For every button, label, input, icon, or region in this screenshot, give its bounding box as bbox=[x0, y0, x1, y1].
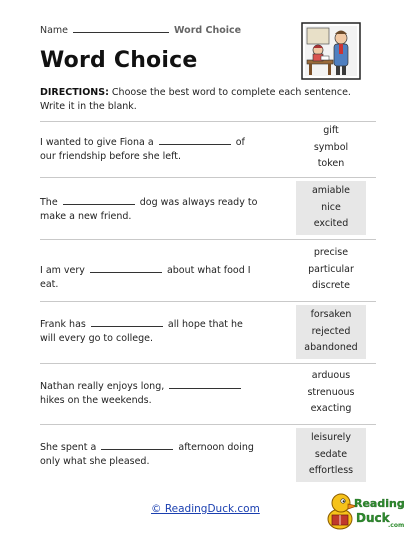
choice-item: rejected bbox=[311, 325, 351, 337]
directions-text: Choose the best word to complete each sentence. Write it in the blank. bbox=[40, 87, 351, 112]
question-6-sentence bbox=[40, 441, 260, 469]
question-6-choices bbox=[296, 428, 366, 482]
choice-item: amiable bbox=[311, 185, 351, 196]
choice-item: token bbox=[317, 158, 345, 169]
page-title: Word Choice bbox=[40, 48, 198, 73]
divider bbox=[40, 424, 376, 425]
choice-item: excited bbox=[313, 218, 349, 229]
question-5-sentence bbox=[40, 380, 260, 408]
question-4-after: all hope that he will every go to college. bbox=[40, 319, 243, 344]
directions bbox=[40, 86, 360, 114]
question-3-sentence bbox=[40, 264, 260, 292]
choice-item: effortless bbox=[308, 465, 354, 476]
question-5-after: hikes on the weekends. bbox=[40, 395, 152, 406]
directions-label: DIRECTIONS: bbox=[40, 87, 109, 98]
choice-item: particular bbox=[308, 263, 354, 275]
choice-item: symbol bbox=[313, 141, 349, 153]
choice-item: sedate bbox=[314, 448, 348, 460]
choice-item: strenuous bbox=[307, 386, 355, 398]
choice-item: arduous bbox=[311, 370, 351, 381]
question-1-choices bbox=[296, 121, 366, 175]
readingduck-link[interactable]: © ReadingDuck.com bbox=[151, 503, 260, 515]
question-6-blank[interactable] bbox=[101, 441, 173, 450]
question-1-after: of our friendship before she left. bbox=[40, 137, 245, 162]
worksheet-tag: Word Choice bbox=[174, 25, 242, 36]
divider bbox=[40, 177, 376, 178]
question-1-blank[interactable] bbox=[159, 136, 231, 145]
question-6-before: She spent a bbox=[40, 442, 100, 453]
question-1-before: I wanted to give Fiona a bbox=[40, 137, 157, 148]
question-1-sentence bbox=[40, 136, 260, 164]
divider bbox=[40, 239, 376, 240]
question-3-blank[interactable] bbox=[90, 264, 162, 273]
question-3-before: I am very bbox=[40, 265, 88, 276]
question-2-sentence bbox=[40, 196, 260, 224]
question-3-after: about what food I eat. bbox=[40, 265, 251, 290]
choice-item: forsaken bbox=[310, 309, 352, 320]
logo-text-top: Reading bbox=[354, 497, 405, 510]
question-3-choices bbox=[296, 243, 366, 297]
teacher-student-illustration bbox=[301, 22, 361, 80]
choice-item: gift bbox=[323, 125, 339, 136]
question-2-choices bbox=[296, 181, 366, 235]
question-2-before: The bbox=[40, 197, 61, 208]
choice-item: leisurely bbox=[311, 432, 351, 443]
divider bbox=[40, 363, 376, 364]
readingduck-logo bbox=[324, 487, 410, 533]
question-5-before: Nathan really enjoys long, bbox=[40, 381, 168, 392]
choice-item: discrete bbox=[312, 280, 350, 291]
question-5-blank[interactable] bbox=[169, 380, 241, 389]
question-2-after: dog was always ready to make a new friend. bbox=[40, 197, 258, 222]
choice-item: abandoned bbox=[304, 342, 358, 353]
question-4-before: Frank has bbox=[40, 319, 89, 330]
choice-item: exacting bbox=[310, 403, 352, 414]
name-row bbox=[40, 24, 241, 36]
divider bbox=[40, 301, 376, 302]
question-2-blank[interactable] bbox=[63, 196, 135, 205]
question-4-choices bbox=[296, 305, 366, 359]
choice-item: precise bbox=[313, 247, 349, 258]
logo-text-bottom: Duck bbox=[356, 511, 390, 525]
question-5-choices bbox=[296, 366, 366, 420]
name-label: Name bbox=[40, 25, 69, 36]
question-6-after: afternoon doing only what she pleased. bbox=[40, 442, 254, 467]
question-4-sentence bbox=[40, 318, 260, 346]
question-4-blank[interactable] bbox=[91, 318, 163, 327]
name-blank[interactable] bbox=[73, 24, 169, 33]
choice-item: nice bbox=[321, 201, 341, 213]
logo-text-suffix: .com bbox=[388, 522, 405, 529]
